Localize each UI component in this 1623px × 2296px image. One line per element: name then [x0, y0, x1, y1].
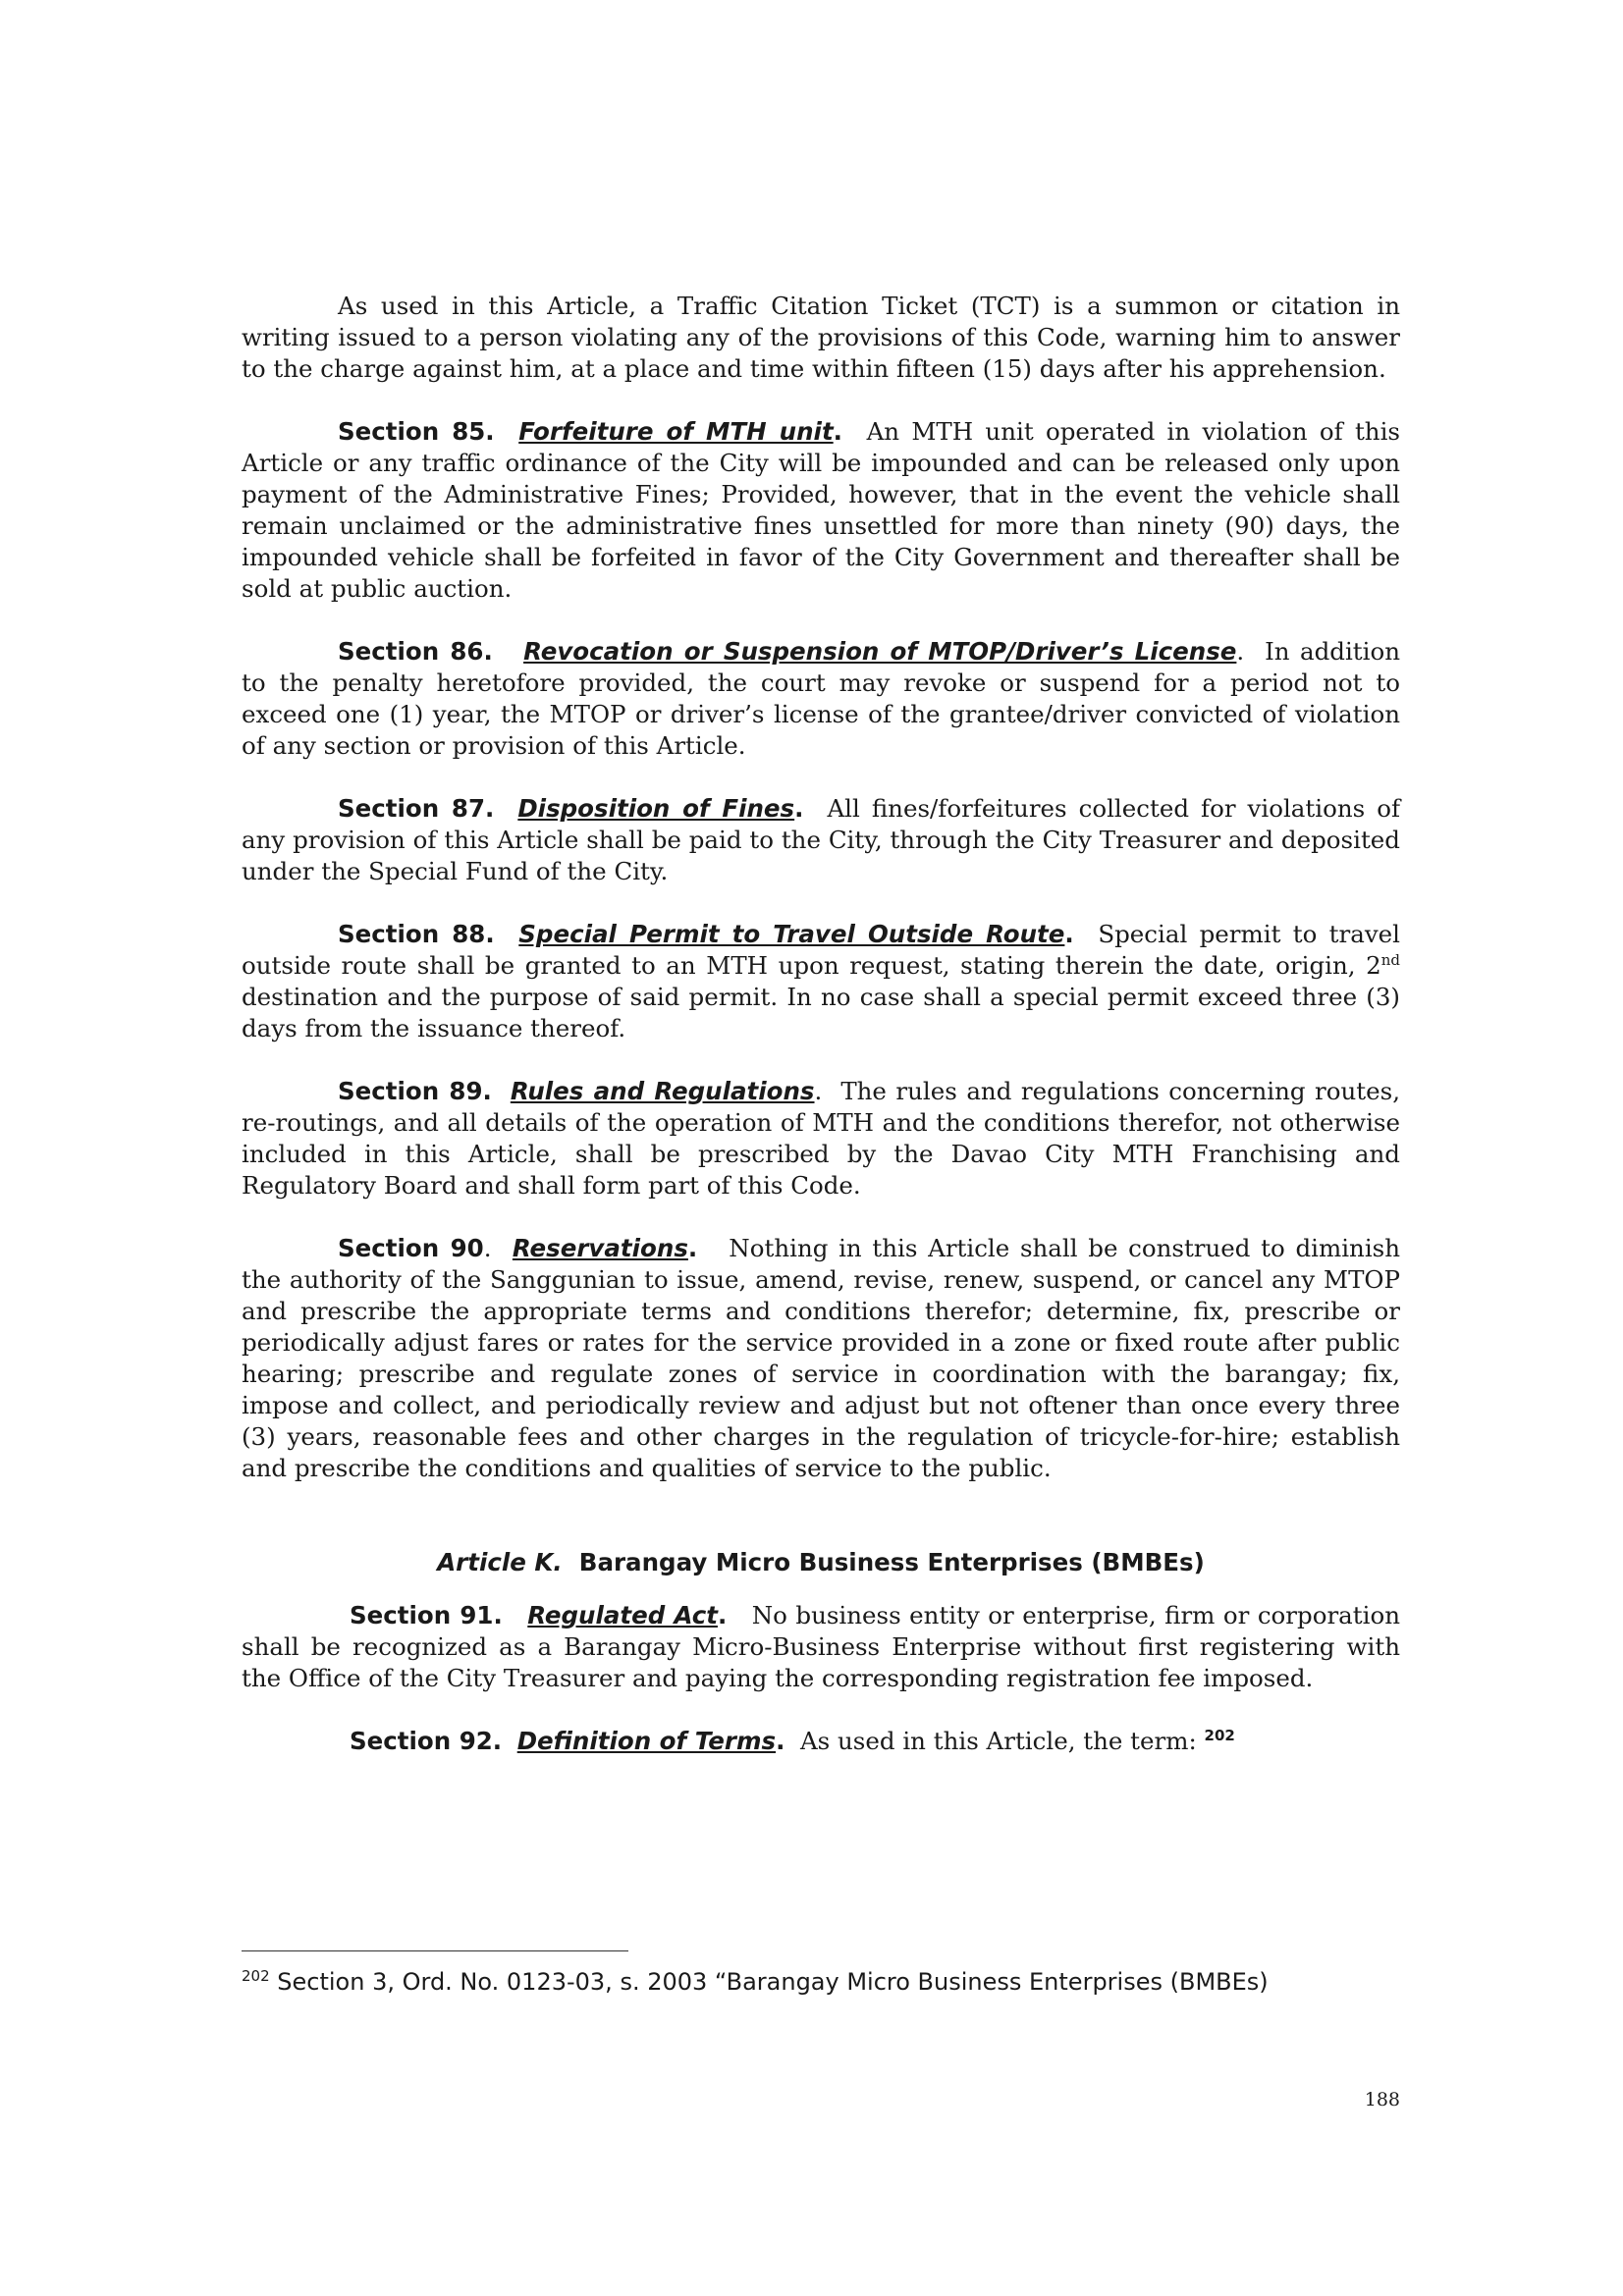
section-heading: Section 92. — [350, 1727, 503, 1755]
section-body: The rules and regulations concerning routes, re-routings, and all details of the operation of MTH and the conditions therefor, not otherwise included in this Article, shall be prescribed by the Davao City MTH Franchising and Regulatory Board and shall form part of this Code. — [242, 1077, 1400, 1200]
section-title: Disposition of Fines — [517, 794, 795, 823]
footnote-separator — [242, 1950, 628, 1951]
section-heading-end: . — [483, 1234, 492, 1262]
section-title: Definition of Terms — [516, 1727, 777, 1755]
section-body: Nothing in this Article shall be construed to diminish the authority of the Sanggunian to issue, amend, revise, renew, suspend, or cancel any MTOP and prescribe the appropriate terms and conditions therefor; determine, fix, prescribe or periodically adjust fares or rates for the service provided in a zone or fixed route after public hearing; prescribe and regulate zones of service in coordination with the barangay; fix, impose and collect, and periodically review and adjust but not oftener than once every three (3) years, reasonable fees and other charges in the regulation of tricycle-for-hire; establish and prescribe the conditions and qualities of service to the public. — [242, 1234, 1401, 1482]
section-title-end: . — [794, 794, 804, 823]
section-title: Rules and Regulations — [510, 1077, 815, 1105]
footnote-reference[interactable]: 202 — [1204, 1726, 1235, 1744]
footnote-text: Section 3, Ord. No. 0123-03, s. 2003 “Barangay Micro Business Enterprises (BMBEs) — [277, 1968, 1269, 1996]
section-90 — [242, 1233, 1400, 1484]
section-title-end: . — [717, 1601, 728, 1629]
page-number: 188 — [1364, 2089, 1400, 2110]
section-title: Revocation or Suspension of MTOP/Driver’s License — [523, 637, 1237, 666]
section-heading: Section 86. — [338, 637, 493, 666]
section-body: In addition to the penalty heretofore provided, the court may revoke or suspend for a period not to exceed one (1) year, the MTOP or driver’s license of the grantee/driver convicted of violation of any section or provision of this Article. — [242, 637, 1400, 760]
section-91 — [242, 1600, 1400, 1694]
section-87 — [242, 793, 1400, 887]
section-86 — [242, 636, 1400, 762]
article-title: Barangay Micro Business Enterprises (BMBEs) — [578, 1548, 1205, 1576]
section-body: As used in this Article, the term: — [799, 1727, 1197, 1755]
section-title: Regulated Act — [527, 1601, 718, 1629]
section-title: Special Permit to Travel Outside Route — [518, 920, 1065, 948]
section-heading: Section 89. — [338, 1077, 492, 1105]
section-title-end: . — [814, 1077, 823, 1105]
section-body: No business entity or enterprise, firm or corporation shall be recognized as a Barangay Micro-Business Enterprise without first registering with the Office of the City Treasurer and paying the corresponding registration fee imposed. — [242, 1601, 1400, 1692]
section-body: An MTH unit operated in violation of this Article or any traffic ordinance of the City will be impounded and can be released only upon payment of the Administrative Fines; Provided, however, that in the event the vehicle shall remain unclaimed or the administrative fines unsettled for more than ninety (90) days, the impounded vehicle shall be forfeited in favor of the City Government and thereafter shall be sold at public auction. — [242, 417, 1400, 603]
section-heading: Section 87. — [338, 794, 495, 823]
ordinal-suffix: nd — [1380, 950, 1400, 969]
document-body — [242, 291, 1400, 1789]
section-title-end: . — [1064, 920, 1074, 948]
section-heading: Section 88. — [338, 920, 495, 948]
footnote — [242, 1966, 1322, 1998]
intro-paragraph: As used in this Article, a Traffic Citation Ticket (TCT) is a summon or citation in writing issued to a person violating any of the provisions of this Code, warning him to answer to the charge against him, at a place and time within fifteen (15) days after his apprehension. — [242, 292, 1400, 383]
section-body-cont: destination and the purpose of said permit. In no case shall a special permit exceed three (3) days from the issuance thereof. — [242, 983, 1400, 1042]
section-body: Special permit to travel outside route shall be granted to an MTH upon request, stating therein the date, origin, 2 — [242, 920, 1401, 980]
section-title: Reservations — [512, 1234, 688, 1262]
footnote-number: 202 — [242, 1967, 270, 1985]
section-title-end: . — [776, 1727, 785, 1755]
section-85 — [242, 416, 1400, 605]
section-body: All fines/forfeitures collected for violations of any provision of this Article shall be paid to the City, through the City Treasurer and deposited under the Special Fund of the City. — [242, 794, 1401, 885]
section-title: Forfeiture of MTH unit — [518, 417, 834, 446]
section-heading: Section 91. — [350, 1601, 503, 1629]
section-88 — [242, 919, 1400, 1044]
article-label: Article K. — [437, 1548, 563, 1576]
section-title-end: . — [1236, 637, 1245, 666]
section-92 — [242, 1726, 1400, 1757]
section-title-end: . — [833, 417, 842, 446]
section-heading: Section 90 — [338, 1234, 484, 1262]
section-heading: Section 85. — [338, 417, 495, 446]
section-89 — [242, 1076, 1400, 1201]
article-heading — [242, 1547, 1400, 1578]
section-title-end: . — [687, 1234, 698, 1262]
